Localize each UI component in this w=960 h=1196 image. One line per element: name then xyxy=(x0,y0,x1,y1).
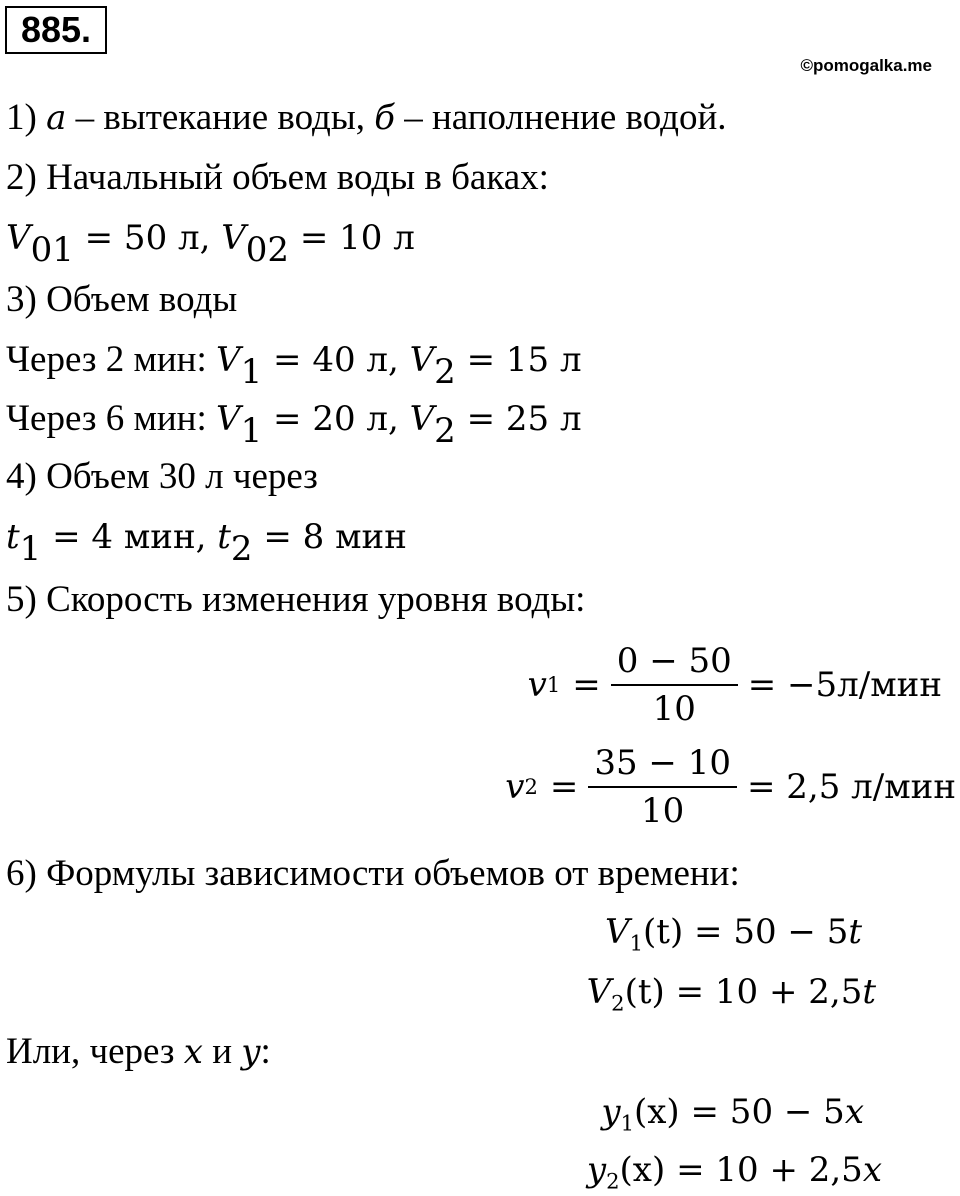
speed-1-equation: v 1 = $\frac{0 - 50}{10}$ = −5л/мин xyxy=(528,638,942,732)
initial-volumes: $V_{01} = 50$ л, $V_{02} = 10$ л xyxy=(6,218,415,270)
item-3: 3) Объем воды xyxy=(6,279,238,320)
item-5: 5) Скорость изменения уровня воды: xyxy=(6,579,586,620)
item-2: 2) Начальный объем воды в баках: xyxy=(6,157,549,198)
watermark: ©pomogalka.me xyxy=(800,56,932,75)
speed-2-equation: v 2 = $\frac{35 - 10}{10}$ = 2,5 л/мин xyxy=(505,740,956,834)
problem-number: 885. xyxy=(5,6,107,54)
volumes-after-2-min: Через 2 мин: $V_1 = 40$ л, $V_2 = 15$ л xyxy=(6,339,582,392)
item-1: 1) a – вытекание воды, б – наполнение водой. xyxy=(6,97,727,138)
formula-v1: $V_1(t) = 50 - 5t$ xyxy=(605,912,862,956)
formula-v2: $V_2(t) = 10 + 2,5t$ xyxy=(586,972,876,1016)
item-6: 6) Формулы зависимости объемов от времени: xyxy=(6,853,740,894)
speed-2-fraction: $\frac{35 - 10}{10}$ xyxy=(588,740,737,834)
formula-y1: $y_1(x) = 50 - 5x$ xyxy=(601,1092,864,1136)
via-x-and-y: Или, через x и y: xyxy=(6,1031,271,1072)
volumes-after-6-min: Через 6 мин: $V_1 = 20$ л, $V_2 = 25$ л xyxy=(6,398,582,451)
speed-1-fraction: $\frac{0 - 50}{10}$ xyxy=(611,638,738,732)
item-4: 4) Объем 30 л через xyxy=(6,456,318,497)
formula-y2: $y_2(x) = 10 + 2,5x$ xyxy=(586,1150,882,1194)
times-30-liters: $t_1 = 4$ мин, $t_2 = 8$ мин xyxy=(6,517,407,569)
